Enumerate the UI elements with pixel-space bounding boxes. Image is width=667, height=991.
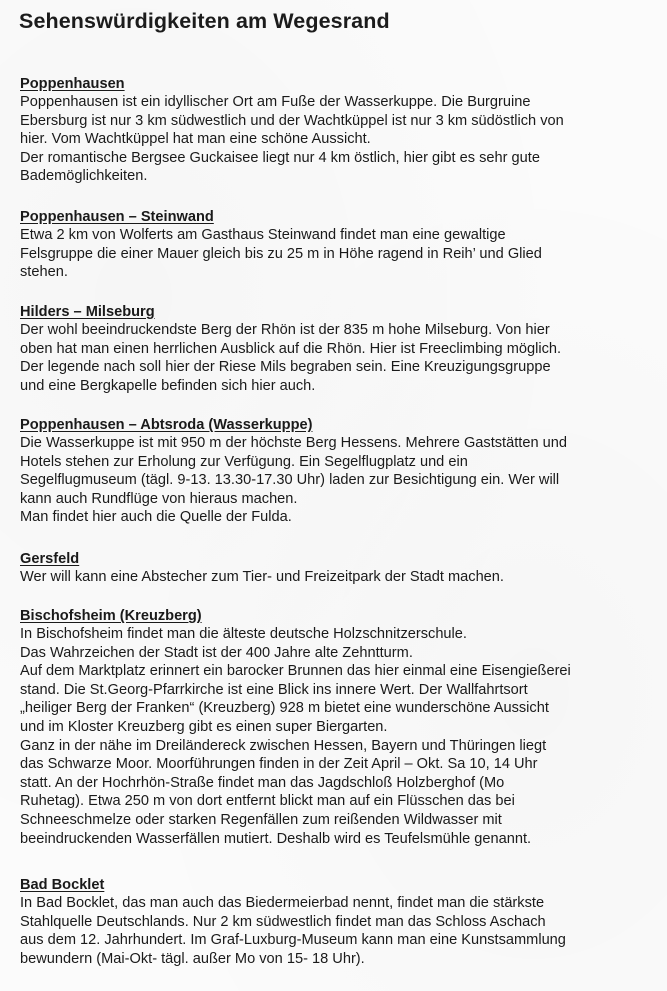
section-body <box>20 625 571 848</box>
text-line: das Schwarze Moor. Moorführungen finden in der Zeit April – Okt. Sa 10, 14 Uhr <box>20 756 538 773</box>
text-line: Ebersburg ist nur 3 km südwestlich und der Wachtküppel ist nur 3 km südöstlich von <box>20 112 564 129</box>
text-line: Hotels stehen zur Erholung zur Verfügung. Ein Segelflugplatz und ein <box>20 453 468 470</box>
text-line: und eine Bergkapelle befinden sich hier auch. <box>20 377 316 394</box>
section-body <box>20 568 504 587</box>
section-gersfeld <box>20 550 504 587</box>
section-body <box>20 226 542 282</box>
text-line: Poppenhausen ist ein idyllischer Ort am Fuße der Wasserkuppe. Die Burgruine <box>20 94 531 110</box>
text-line: statt. An der Hochrhön-Straße findet man das Jagdschloß Holzberghof (Mo <box>20 774 505 791</box>
section-hilders-milseburg <box>20 303 561 395</box>
text-line: kann auch Rundflüge von hieraus machen. <box>20 490 298 507</box>
text-line: Der romantische Bergsee Guckaisee liegt nur 4 km östlich, hier gibt es sehr gute <box>20 149 540 166</box>
text-line: Stahlquelle Deutschlands. Nur 2 km südwestlich findet man das Schloss Aschach <box>20 913 546 930</box>
text-line: Der legende nach soll hier der Riese Mils begraben sein. Eine Kreuzigungsgruppe <box>20 359 551 376</box>
text-line: aus dem 12. Jahrhundert. Im Graf-Luxburg-Museum kann man eine Kunstsammlung <box>20 932 566 949</box>
text-line: Wer will kann eine Abstecher zum Tier- und Freizeitpark der Stadt machen. <box>20 569 504 585</box>
text-line: Bademöglichkeiten. <box>20 168 148 185</box>
section-poppenhausen-steinwand <box>20 208 542 282</box>
text-line: oben hat man einen herrlichen Ausblick auf die Rhön. Hier ist Freeclimbing möglich. <box>20 340 562 357</box>
text-line: Etwa 2 km von Wolferts am Gasthaus Steinwand findet man eine gewaltige <box>20 227 506 243</box>
section-heading: Hilders – Milseburg <box>20 304 155 320</box>
section-heading: Bischofsheim (Kreuzberg) <box>20 608 202 624</box>
text-line: In Bischofsheim findet man die älteste deutsche Holzschnitzerschule. <box>20 626 467 642</box>
text-line: bewundern (Mai-Okt- tägl. außer Mo von 15- 18 Uhr). <box>20 950 365 967</box>
section-heading: Poppenhausen <box>20 76 125 92</box>
text-line: Das Wahrzeichen der Stadt ist der 400 Jahre alte Zehntturm. <box>20 644 413 661</box>
section-bischofsheim-kreuzberg <box>20 607 571 848</box>
section-heading: Bad Bocklet <box>20 877 105 893</box>
text-line: stehen. <box>20 264 68 281</box>
text-line: beeindruckenden Wasserfällen mutiert. Deshalb wird es Teufelsmühle genannt. <box>20 830 532 847</box>
text-line: Auf dem Marktplatz erinnert ein barocker Brunnen das hier einmal eine Eisengießerei <box>20 663 571 680</box>
text-line: In Bad Bocklet, das man auch das Biedermeierbad nennt, findet man die stärkste <box>20 895 545 911</box>
text-line: Ganz in der nähe im Dreiländereck zwischen Hessen, Bayern und Thüringen liegt <box>20 737 547 754</box>
section-abtsroda-wasserkuppe <box>20 416 567 527</box>
text-line: Die Wasserkuppe ist mit 950 m der höchste Berg Hessens. Mehrere Gaststätten und <box>20 435 567 451</box>
text-line: hier. Vom Wachtküppel hat man eine schöne Aussicht. <box>20 131 371 148</box>
text-line: Man findet hier auch die Quelle der Fulda. <box>20 509 292 526</box>
text-line: Felsgruppe die einer Mauer gleich bis zu 25 m in Höhe ragend in Reih’ und Glied <box>20 245 542 262</box>
section-heading: Poppenhausen – Steinwand <box>20 209 214 225</box>
text-line: Segelflugmuseum (tägl. 9-13. 13.30-17.30 Uhr) laden zur Besichtigung ein. Wer will <box>20 472 560 489</box>
section-body <box>20 894 566 968</box>
text-line: Ruhetag). Etwa 250 m von dort entfernt blickt man auf ein Flüsschen das bei <box>20 793 515 810</box>
text-line: Schneeschmelze oder starken Regenfällen zum reißenden Wildwasser mit <box>20 811 502 828</box>
section-heading: Poppenhausen – Abtsroda (Wasserkuppe) <box>20 417 313 433</box>
text-line: stand. Die St.Georg-Pfarrkirche ist eine Blick ins innere Wert. Der Wallfahrtsort <box>20 681 528 698</box>
section-body <box>20 93 564 186</box>
section-body <box>20 321 561 395</box>
section-poppenhausen <box>20 75 564 186</box>
page-title: Sehenswürdigkeiten am Wegesrand <box>19 9 390 33</box>
section-body <box>20 434 567 527</box>
section-bad-bocklet <box>20 876 566 968</box>
text-line: und im Kloster Kreuzberg gibt es einen super Biergarten. <box>20 718 388 735</box>
text-line: Der wohl beeindruckendste Berg der Rhön ist der 835 m hohe Milseburg. Von hier <box>20 322 550 338</box>
section-heading: Gersfeld <box>20 551 80 567</box>
text-line: „heiliger Berg der Franken“ (Kreuzberg) 928 m bietet eine wunderschöne Aussicht <box>20 700 549 717</box>
